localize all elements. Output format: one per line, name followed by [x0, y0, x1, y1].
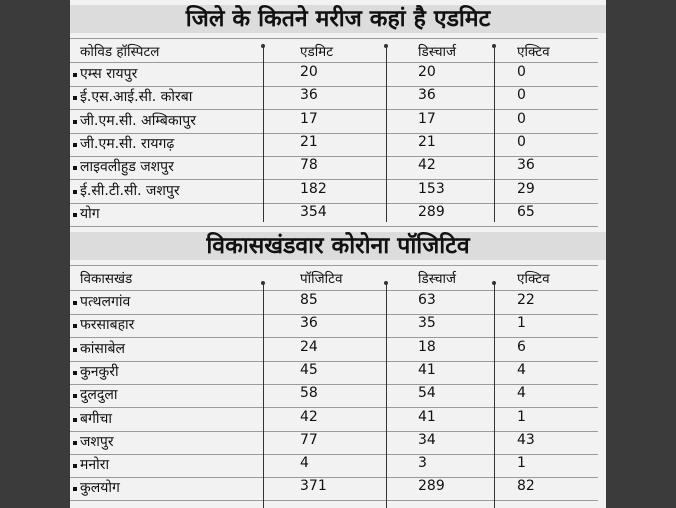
divider — [70, 38, 598, 39]
row-label: लाइवलीहुड जशपुर — [80, 159, 174, 176]
row-label: योग — [80, 205, 100, 222]
row-label: ई.एस.आई.सी. कोरबा — [80, 89, 193, 106]
cell: 17 — [300, 110, 318, 127]
cell: 6 — [517, 338, 526, 355]
cell: 42 — [418, 157, 436, 174]
cell: 41 — [418, 408, 436, 425]
rule-dot — [261, 44, 265, 48]
table-row — [70, 339, 606, 362]
cell: 58 — [300, 385, 318, 402]
column-rule — [386, 283, 387, 508]
table-row — [70, 432, 606, 455]
cell: 36 — [517, 157, 535, 174]
cell: 0 — [517, 64, 526, 80]
cell: 78 — [300, 157, 318, 174]
cell: 21 — [418, 133, 436, 150]
table2-header-block: विकासखंड — [80, 271, 133, 287]
table-row — [70, 87, 606, 110]
row-label: कांसाबेल — [80, 340, 125, 357]
table1-header-admit: एडमिट — [300, 44, 334, 60]
divider — [70, 290, 598, 291]
row-label: जशपुर — [80, 433, 114, 450]
cell: 3 — [418, 455, 427, 472]
table2-header-discharge: डिस्चार्ज — [418, 271, 457, 287]
column-rule — [494, 46, 495, 222]
rule-dot — [261, 281, 265, 285]
table-row — [70, 134, 606, 157]
cell: 34 — [418, 431, 436, 448]
cell: 43 — [517, 431, 535, 448]
cell: 0 — [517, 133, 526, 150]
row-label: कुलयोग — [80, 480, 120, 497]
column-rule — [263, 46, 264, 222]
rule-dot — [384, 44, 388, 48]
cell: 17 — [418, 110, 436, 127]
table-row — [70, 455, 606, 478]
cell: 63 — [418, 292, 436, 308]
row-label: ई.सी.टी.सी. जशपुर — [80, 182, 180, 199]
cell: 4 — [300, 455, 309, 472]
bullet-icon — [73, 464, 77, 468]
row-label: फरसाबहार — [80, 317, 135, 334]
column-rule — [386, 46, 387, 222]
cell: 21 — [300, 133, 318, 150]
cell: 36 — [300, 315, 318, 332]
table-row — [70, 409, 606, 432]
table2-title: विकासखंडवार कोरोना पॉजिटिव — [206, 233, 470, 259]
cell: 371 — [300, 478, 327, 495]
cell: 354 — [300, 203, 327, 220]
cell: 42 — [300, 408, 318, 425]
table-row — [70, 111, 606, 134]
rule-dot — [492, 44, 496, 48]
cell: 1 — [517, 408, 526, 425]
table-row — [70, 385, 606, 408]
table-row — [70, 315, 606, 338]
row-label: कुनकुरी — [80, 363, 119, 380]
bullet-icon — [73, 73, 77, 77]
cell: 20 — [300, 64, 318, 80]
cell: 36 — [418, 87, 436, 104]
row-label: पत्थलगांव — [80, 294, 131, 310]
table-row — [70, 157, 606, 180]
row-label: दुलदुला — [80, 387, 118, 404]
table-row — [70, 181, 606, 204]
cell: 0 — [517, 87, 526, 104]
row-label: जी.एम.सी. रायगढ़ — [80, 135, 175, 152]
row-label: बगीचा — [80, 410, 113, 427]
cell: 22 — [517, 292, 535, 308]
cell: 77 — [300, 431, 318, 448]
row-label: एम्स रायपुर — [80, 66, 138, 82]
cell: 54 — [418, 385, 436, 402]
table2-header-row — [70, 269, 606, 289]
column-rule — [494, 283, 495, 508]
cell: 36 — [300, 87, 318, 104]
cell: 20 — [418, 64, 436, 80]
bullet-icon — [73, 166, 77, 170]
bullet-icon — [73, 371, 77, 375]
table-row — [70, 204, 606, 227]
bullet-icon — [73, 394, 77, 398]
bullet-icon — [73, 96, 77, 100]
bullet-icon — [73, 418, 77, 422]
table-row — [70, 292, 606, 315]
table1-header-hospital: कोविड हॉस्पिटल — [80, 44, 160, 60]
table1-header-active: एक्टिव — [517, 44, 550, 60]
divider — [70, 500, 598, 501]
cell: 45 — [300, 361, 318, 378]
cell: 182 — [300, 180, 327, 197]
cell: 289 — [418, 203, 445, 220]
rule-dot — [384, 281, 388, 285]
table-row — [70, 64, 606, 87]
bullet-icon — [73, 301, 77, 305]
bullet-icon — [73, 487, 77, 491]
cell: 4 — [517, 361, 526, 378]
cell: 85 — [300, 292, 318, 308]
cell: 4 — [517, 385, 526, 402]
bullet-icon — [73, 441, 77, 445]
divider — [70, 226, 598, 227]
rule-dot — [492, 281, 496, 285]
divider — [70, 62, 598, 63]
cell: 153 — [418, 180, 445, 197]
column-rule — [263, 283, 264, 508]
bullet-icon — [73, 143, 77, 147]
bullet-icon — [73, 190, 77, 194]
cell: 289 — [418, 478, 445, 495]
cell: 65 — [517, 203, 535, 220]
table1-header-discharge: डिस्चार्ज — [418, 44, 457, 60]
bullet-icon — [73, 348, 77, 352]
cell: 41 — [418, 361, 436, 378]
table1-title: जिले के कितने मरीज कहां है एडमिट — [185, 6, 491, 32]
cell: 0 — [517, 110, 526, 127]
cell: 1 — [517, 315, 526, 332]
bullet-icon — [73, 213, 77, 217]
table-row — [70, 362, 606, 385]
cell: 24 — [300, 338, 318, 355]
bullet-icon — [73, 324, 77, 328]
table2-header-positive: पॉजिटिव — [300, 271, 343, 287]
cell: 35 — [418, 315, 436, 332]
bullet-icon — [73, 120, 77, 124]
divider — [70, 265, 598, 266]
cell: 1 — [517, 455, 526, 472]
row-label: मनोरा — [80, 457, 110, 474]
table2-header-active: एक्टिव — [517, 271, 550, 287]
table-row — [70, 478, 606, 501]
newspaper-clipping — [70, 0, 606, 508]
table1-header-row — [70, 42, 606, 62]
cell: 82 — [517, 478, 535, 495]
cell: 18 — [418, 338, 436, 355]
cell: 29 — [517, 180, 535, 197]
row-label: जी.एम.सी. अम्बिकापुर — [80, 112, 196, 129]
